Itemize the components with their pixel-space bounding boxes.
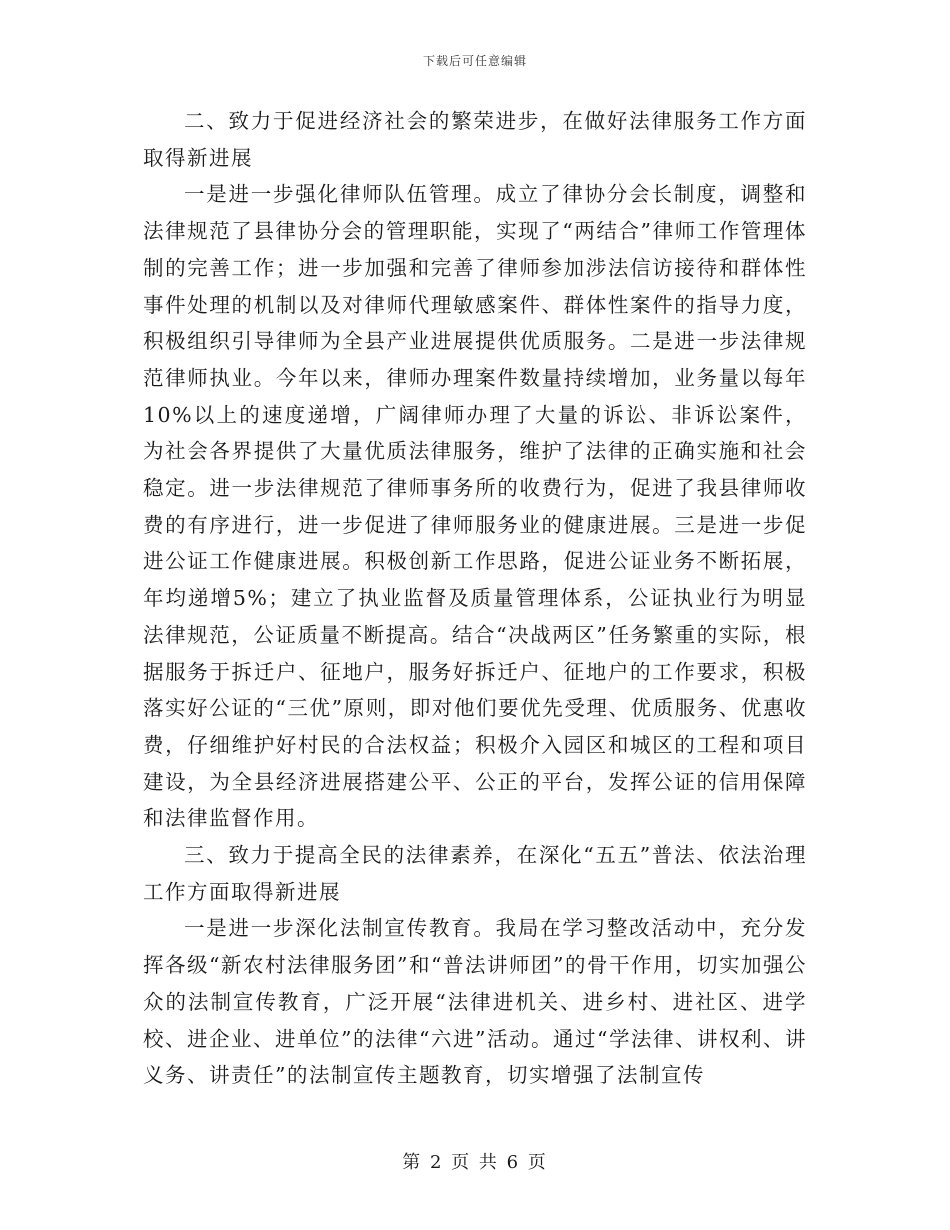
- footer-total-word: 共: [478, 1152, 499, 1173]
- footer-page-unit: 页: [451, 1152, 472, 1173]
- document-body: [143, 103, 807, 1094]
- footer-total-unit: 页: [527, 1152, 548, 1173]
- page-number-footer: [0, 1148, 950, 1174]
- total-pages-number: 6: [506, 1152, 521, 1173]
- section-heading-three: 三、致力于提高全民的法律素养，在深化“五五”普法、依法治理工作方面取得新进展: [143, 843, 807, 904]
- body-paragraph: 一是进一步深化法制宣传教育。我局在学习整改活动中，充分发挥各级“新农村法律服务团”和“普法讲师团”的骨干作用，切实加强公众的法制宣传教育，广泛开展“法律进机关、进乡村、进社区、进学校、进企业、进单位”的法律“六进”活动。通过“学法律、讲权利、讲义务、讲责任”的法制宣传主题教育，切实增强了法制宣传: [143, 916, 807, 1088]
- current-page-number: 2: [429, 1152, 444, 1173]
- section-heading-two: 二、致力于促进经济社会的繁荣进步，在做好法律服务工作方面取得新进展: [143, 109, 807, 170]
- footer-prefix: 第: [402, 1152, 423, 1173]
- body-paragraph: 一是进一步强化律师队伍管理。成立了律协分会长制度，调整和法律规范了县律协分会的管理职能，实现了“两结合”律师工作管理体制的完善工作；进一步加强和完善了律师参加涉法信访接待和群体性事件处理的机制以及对律师代理敏感案件、群体性案件的指导力度，积极组织引导律师为全县产业进展提供优质服务。二是进一步法律规范律师执业。今年以来，律师办理案件数量持续增加，业务量以每年10%以上的速度递增，广阔律师办理了大量的诉讼、非诉讼案件，为社会各界提供了大量优质法律服务，维护了法律的正确实施和社会稳定。进一步法律规范了律师事务所的收费行为，促进了我县律师收费的有序进行，进一步促进了律师服务业的健康进展。三是进一步促进公证工作健康进展。积极创新工作思路，促进公证业务不断拓展，年均递增5%；建立了执业监督及质量管理体系，公证执业行为明显法律规范，公证质量不断提高。结合“决战两区”任务繁重的实际，根据服务于拆迁户、征地户，服务好拆迁户、征地户的工作要求，积极落实好公证的“三优”原则，即对他们要优先受理、优质服务、优惠收费，仔细维护好村民的合法权益；积极介入园区和城区的工程和项目建设，为全县经济进展搭建公平、公正的平台，发挥公证的信用保障和法律监督作用。: [143, 182, 807, 831]
- page-header-note: 下载后可任意编辑: [422, 54, 527, 68]
